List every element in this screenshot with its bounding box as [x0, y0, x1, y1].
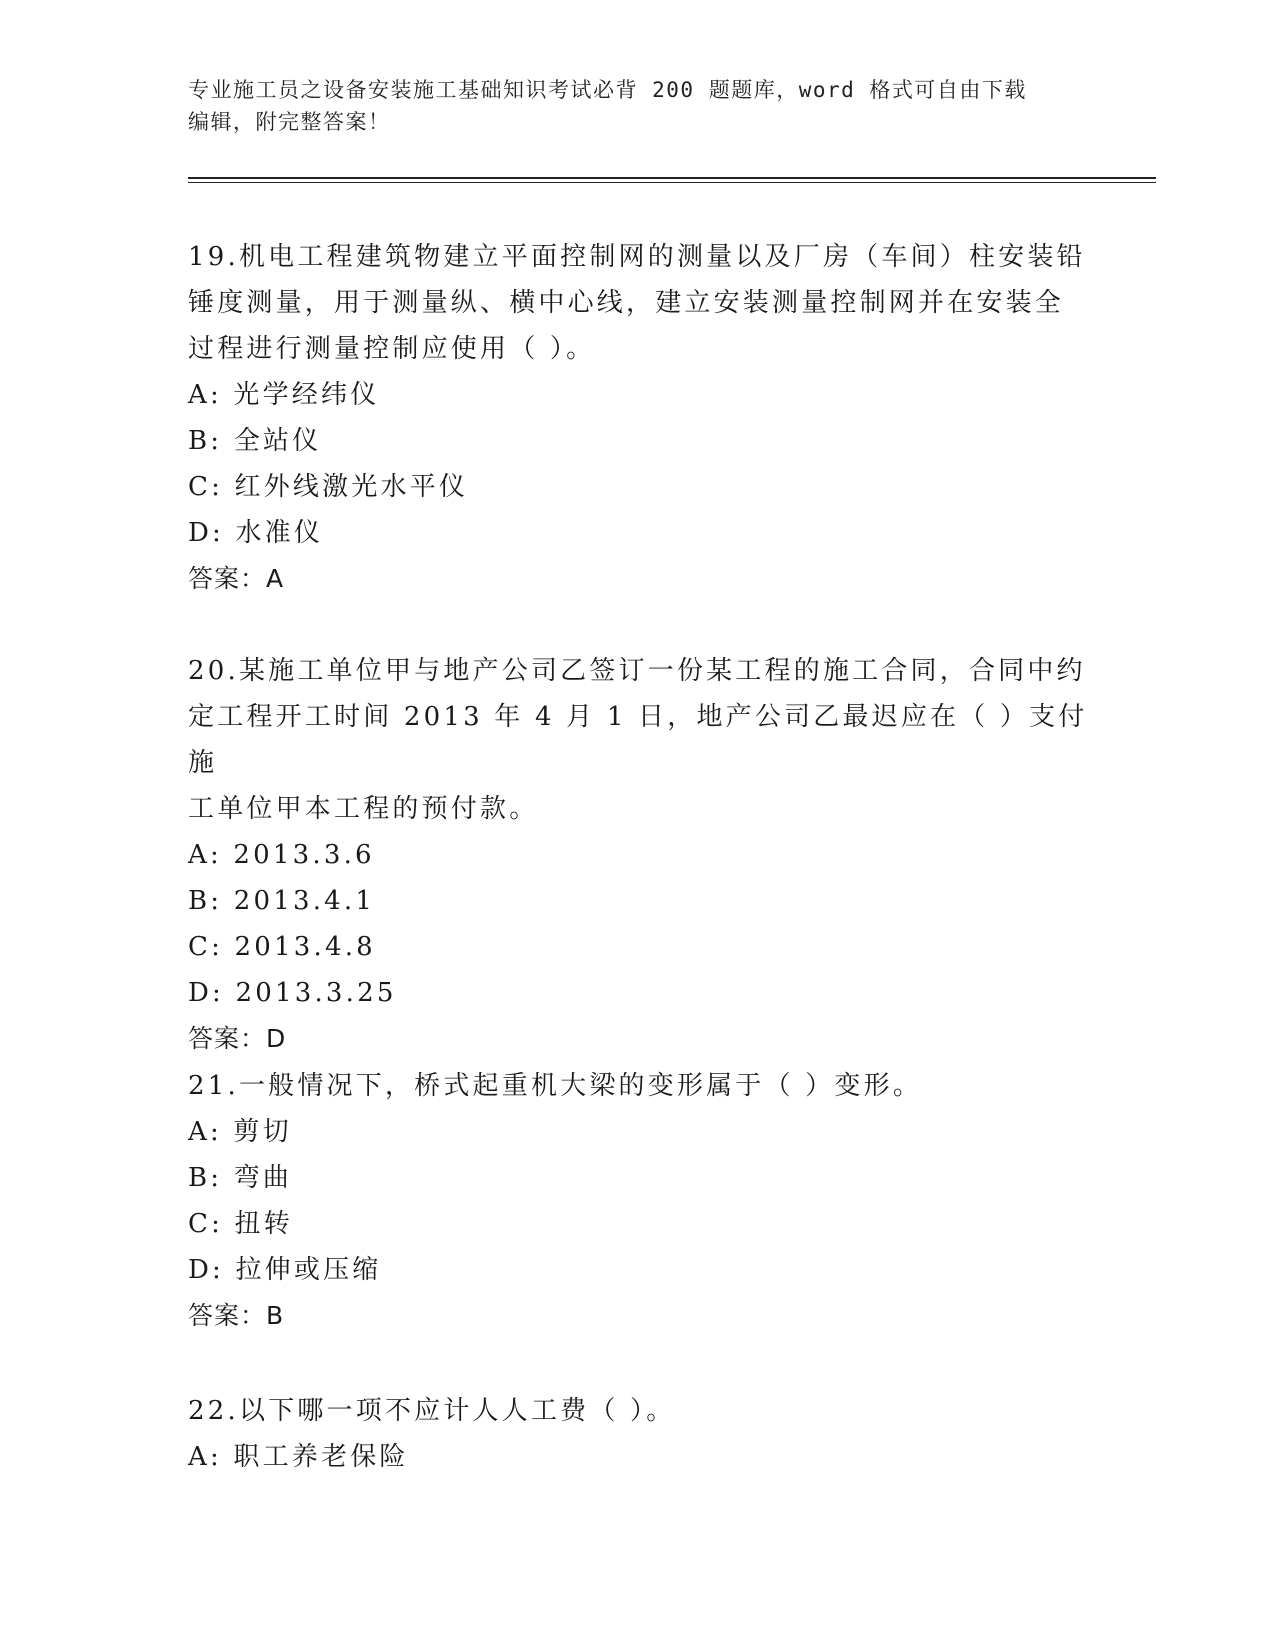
option-c: C: 扭转 [188, 1209, 293, 1239]
question-stem-line: 工单位甲本工程的预付款。 [188, 794, 539, 824]
option-a: A: 2013.3.6 [188, 840, 375, 870]
question-22 [188, 1388, 1088, 1480]
question-stem-line: 19.机电工程建筑物建立平面控制网的测量以及厂房（车间）柱安装铅 [188, 242, 1086, 272]
question-stem-line: 锤度测量，用于测量纵、横中心线，建立安装测量控制网并在安装全 [188, 288, 1065, 318]
option-a: A: 剪切 [188, 1117, 292, 1147]
question-20 [188, 648, 1088, 1062]
option-a: A: 职工养老保险 [188, 1442, 409, 1472]
option-d: D: 水准仪 [188, 518, 324, 548]
option-c: C: 红外线激光水平仪 [188, 472, 469, 502]
option-b: B: 2013.4.1 [188, 886, 376, 916]
option-b: B: 弯曲 [188, 1163, 293, 1193]
question-stem-line: 过程进行测量控制应使用（ ）。 [188, 334, 596, 364]
question-stem-line: 定工程开工时间 2013 年 4 月 1 日，地产公司乙最迟应在（ ）支付施 [188, 702, 1088, 778]
option-a: A: 光学经纬仪 [188, 380, 380, 410]
answer: 答案：B [188, 1301, 285, 1330]
option-b: B: 全站仪 [188, 426, 322, 456]
answer: 答案：D [188, 1024, 287, 1053]
question-stem-line: 21.一般情况下，桥式起重机大梁的变形属于（ ）变形。 [188, 1071, 923, 1101]
header-line-2: 编辑，附完整答案！ [188, 110, 391, 134]
question-19 [188, 234, 1088, 602]
header-divider [188, 177, 1156, 183]
option-c: C: 2013.4.8 [188, 932, 376, 962]
option-d: D: 拉伸或压缩 [188, 1255, 382, 1285]
document-header [188, 74, 1088, 138]
header-line-1: 专业施工员之设备安装施工基础知识考试必背 200 题题库，word 格式可自由下载 [188, 78, 1027, 102]
question-stem-line: 20.某施工单位甲与地产公司乙签订一份某工程的施工合同，合同中约 [188, 656, 1086, 686]
answer: 答案：A [188, 564, 285, 593]
option-d: D: 2013.3.25 [188, 978, 397, 1008]
question-21 [188, 1063, 1088, 1339]
question-stem-line: 22.以下哪一项不应计人人工费（ ）。 [188, 1396, 676, 1426]
